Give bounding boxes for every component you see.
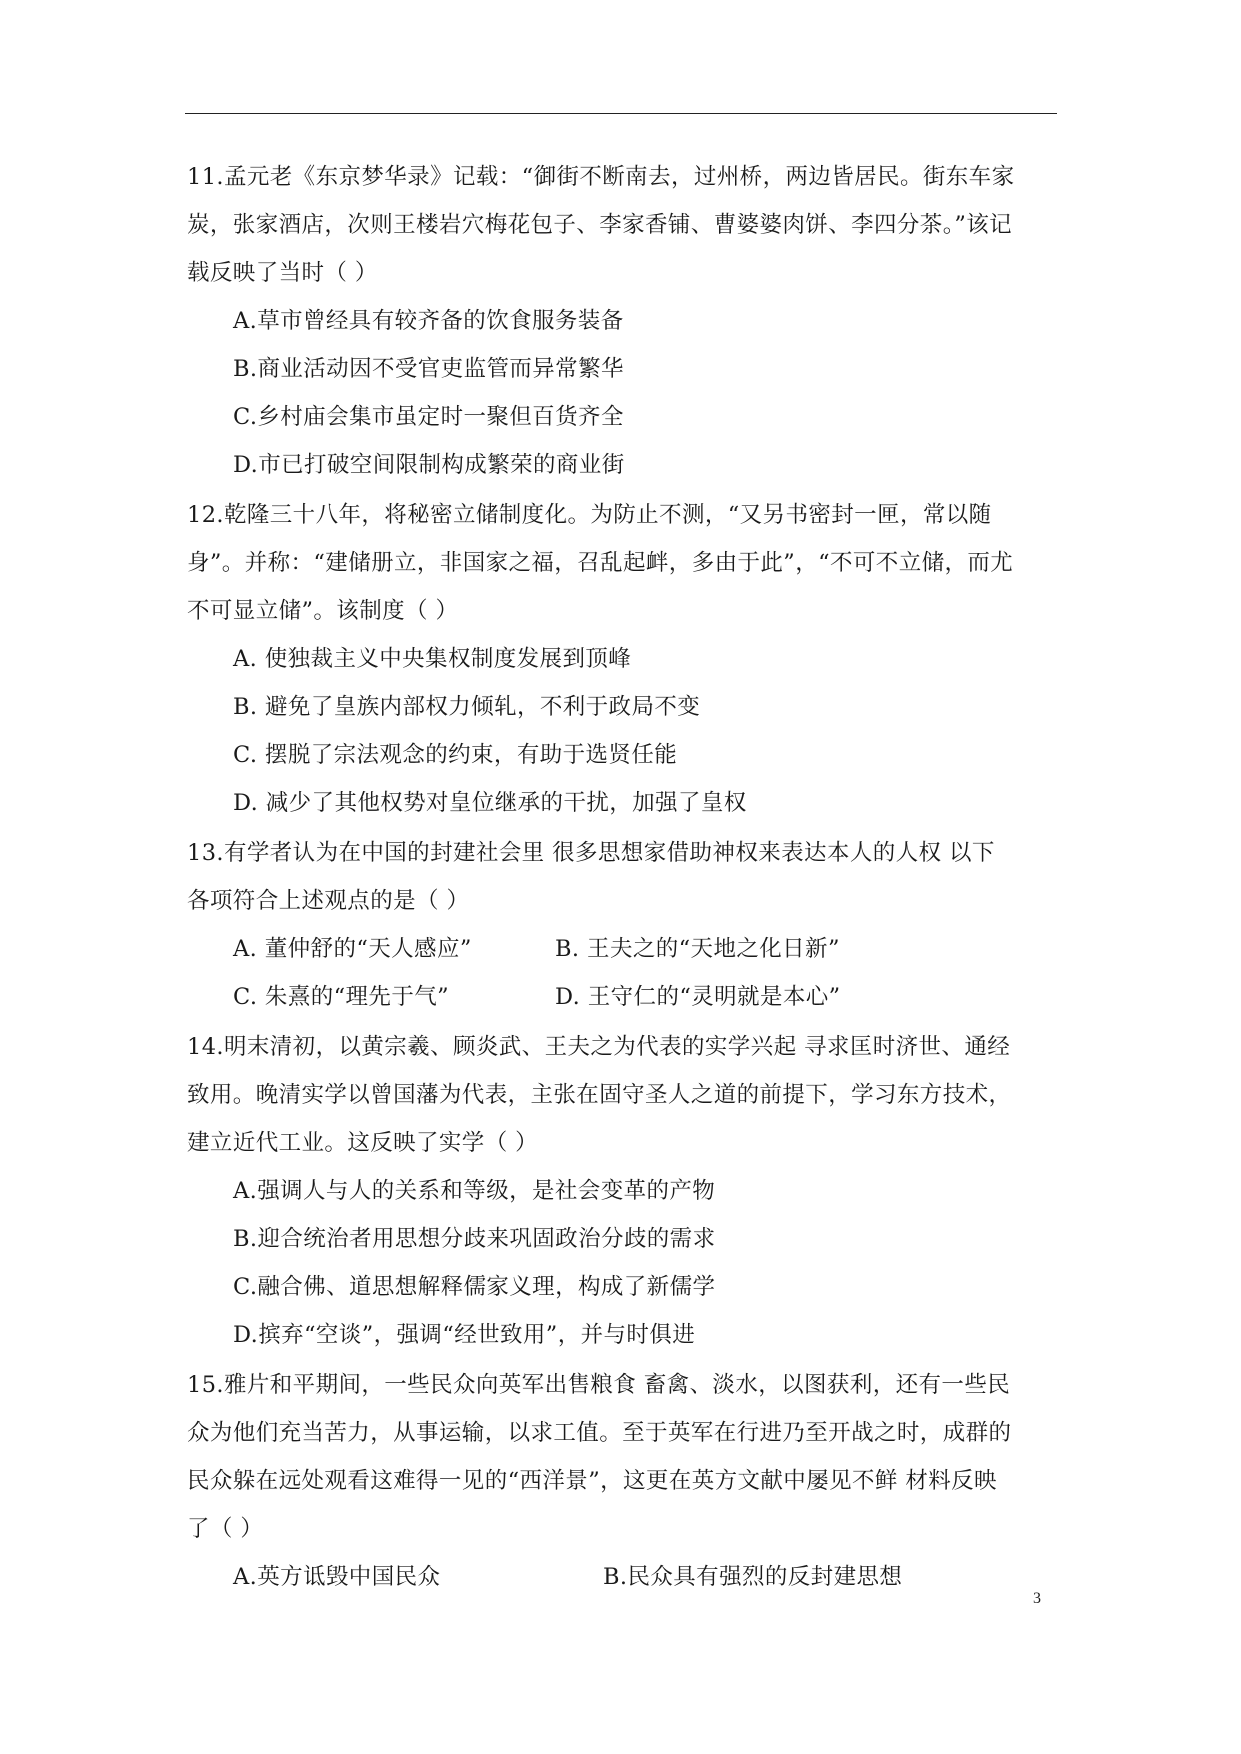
q13-option-b: B. 王夫之的“天地之化日新” — [555, 936, 840, 962]
q11-option-b: B.商业活动因不受官吏监管而异常繁华 — [233, 356, 624, 382]
header-rule — [185, 113, 1057, 114]
q13-option-a: A. 董仲舒的“天人感应” — [233, 936, 472, 962]
q12-option-c: C. 摆脱了宗法观念的约束，有助于选贤任能 — [233, 742, 678, 768]
q13-stem-line-1: 13.有学者认为在中国的封建社会里 很多思想家借助神权来表达本人的人权 以下 — [187, 840, 995, 866]
q11-stem-line-2: 炭，张家酒店，次则王楼岩穴梅花包子、李家香铺、曹婆婆肉饼、李四分茶。”该记 — [187, 212, 1013, 238]
q11-option-d: D.市已打破空间限制构成繁荣的商业街 — [233, 452, 625, 478]
q14-option-d: D.摈弃“空谈”，强调“经世致用”，并与时俱进 — [233, 1322, 696, 1348]
q12-stem-line-1: 12.乾隆三十八年，将秘密立储制度化。为防止不测，“又另书密封一匣，常以随 — [187, 502, 992, 528]
page-number: 3 — [1033, 1590, 1041, 1607]
q15-stem-line-3: 民众躲在远处观看这难得一见的“西洋景”，这更在英方文献中屡见不鲜 材料反映 — [187, 1468, 997, 1494]
q11-stem-line-3: 载反映了当时（ ） — [187, 260, 378, 286]
q11-option-c: C.乡村庙会集市虽定时一聚但百货齐全 — [233, 404, 624, 430]
q13-stem-line-2: 各项符合上述观点的是（ ） — [187, 888, 470, 914]
q13-option-d: D. 王守仁的“灵明就是本心” — [555, 984, 841, 1010]
q14-option-a: A.强调人与人的关系和等级，是社会变革的产物 — [233, 1178, 716, 1204]
q15-option-a: A.英方诋毁中国民众 — [233, 1564, 441, 1590]
q11-option-a: A.草市曾经具有较齐备的饮食服务装备 — [233, 308, 624, 334]
q15-stem-line-1: 15.雅片和平期间，一些民众向英军出售粮食 畜禽、淡水，以图获利，还有一些民 — [187, 1372, 1011, 1398]
q14-stem-line-2: 致用。晚清实学以曾国藩为代表，主张在固守圣人之道的前提下，学习东方技术， — [187, 1082, 1012, 1108]
q13-option-c: C. 朱熹的“理先于气” — [233, 984, 450, 1010]
q14-option-b: B.迎合统治者用思想分歧来巩固政治分歧的需求 — [233, 1226, 716, 1252]
q12-stem-line-3: 不可显立储”。该制度（ ） — [187, 598, 459, 624]
q11-stem-line-1: 11.孟元老《东京梦华录》记载：“御街不断南去，过州桥，两边皆居民。街东车家 — [187, 164, 1015, 190]
q12-stem-line-2: 身”。并称：“建储册立，非国家之福，召乱起衅，多由于此”，“不可不立储，而尤 — [187, 550, 1014, 576]
q14-stem-line-3: 建立近代工业。这反映了实学（ ） — [187, 1130, 539, 1156]
q12-option-b: B. 避免了皇族内部权力倾轧，不利于政局不变 — [233, 694, 701, 720]
q12-option-a: A. 使独裁主义中央集权制度发展到顶峰 — [233, 646, 632, 672]
q14-option-c: C.融合佛、道思想解释儒家义理，构成了新儒学 — [233, 1274, 716, 1300]
q15-stem-line-2: 众为他们充当苦力，从事运输，以求工值。至于英军在行进乃至开战之时，成群的 — [187, 1420, 1012, 1446]
q12-option-d: D. 减少了其他权势对皇位继承的干扰，加强了皇权 — [233, 790, 747, 816]
q15-stem-line-4: 了（ ） — [187, 1516, 264, 1542]
q14-stem-line-1: 14.明末清初，以黄宗羲、顾炎武、王夫之为代表的实学兴起 寻求匡时济世、通经 — [187, 1034, 1011, 1060]
q15-option-b: B.民众具有强烈的反封建思想 — [603, 1564, 903, 1590]
